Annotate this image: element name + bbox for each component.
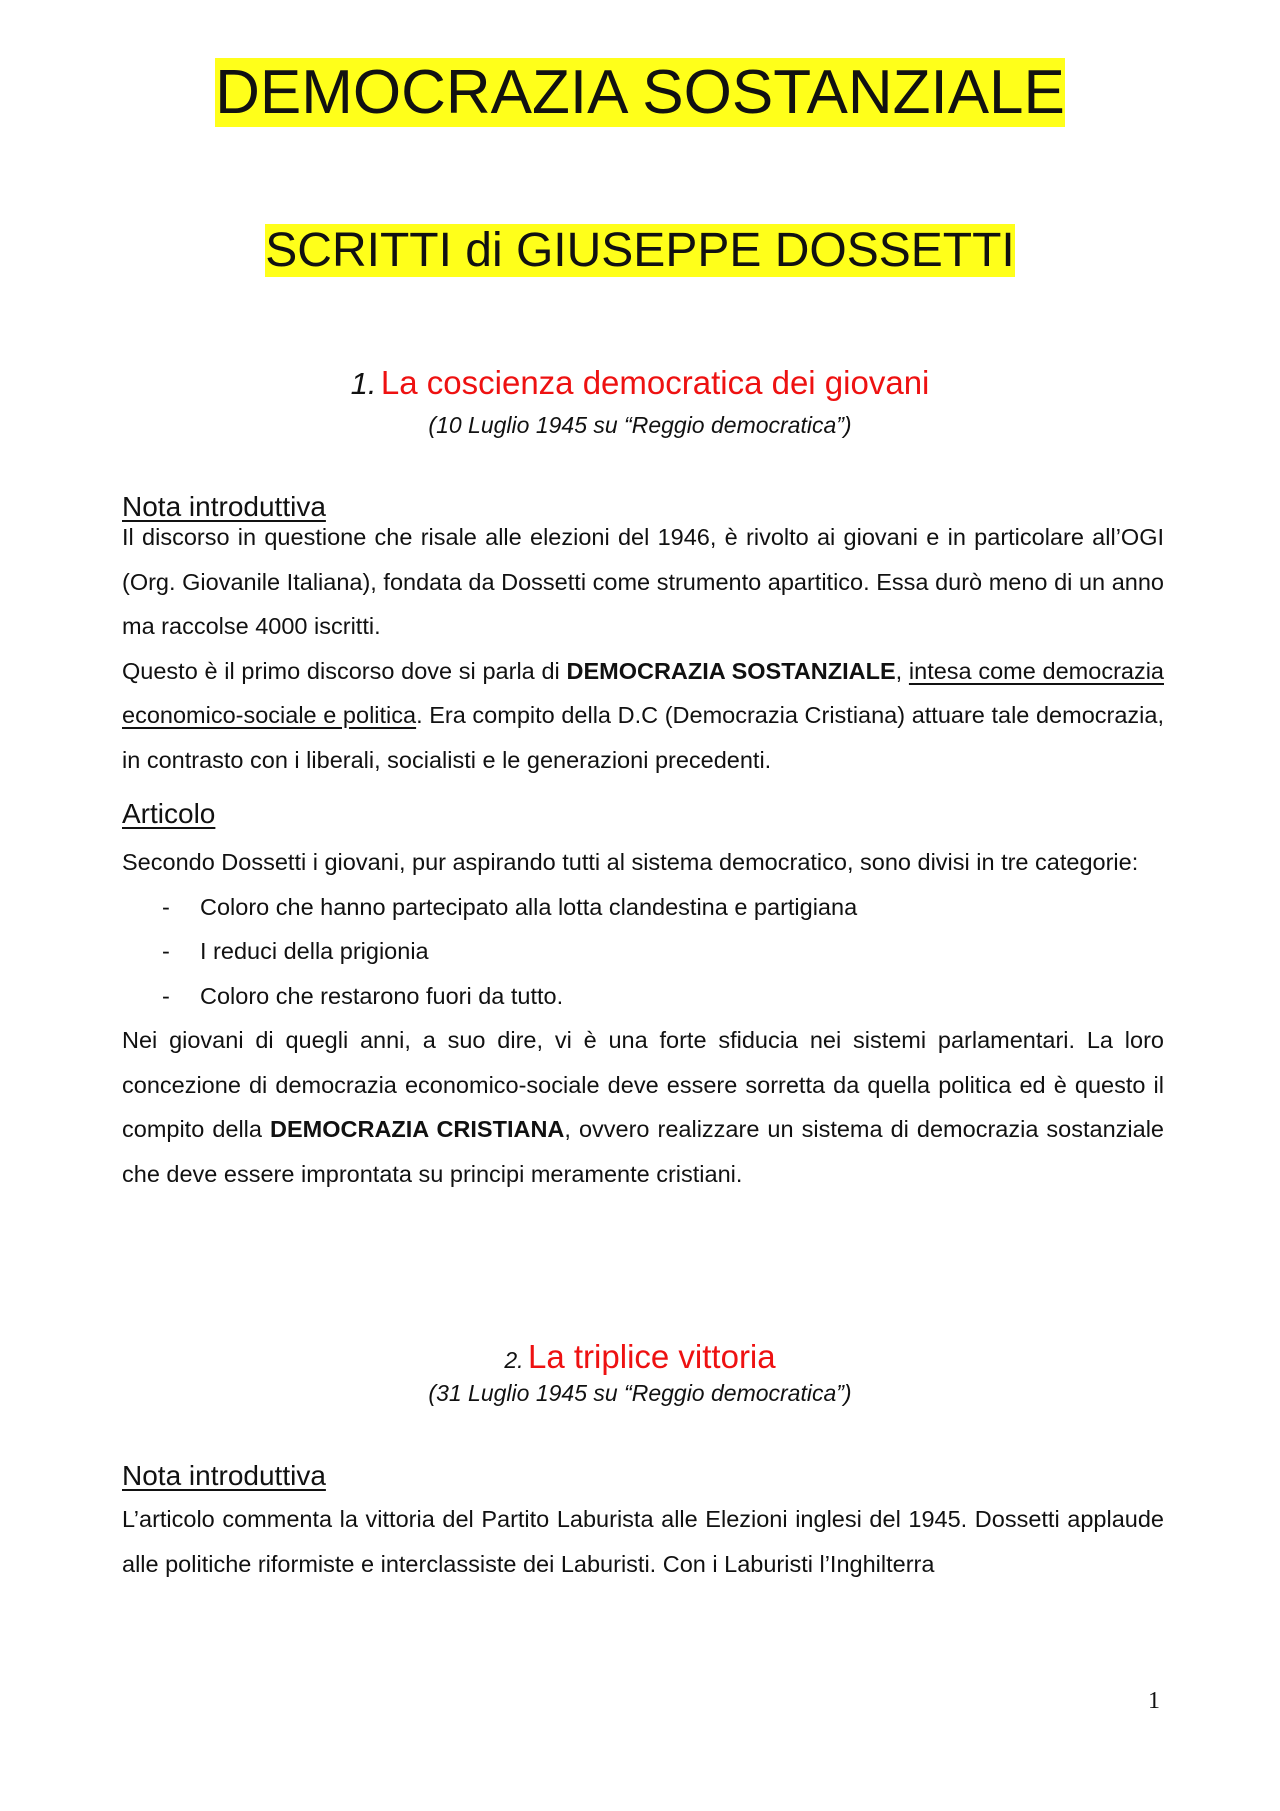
document-subtitle: SCRITTI di GIUSEPPE DOSSETTI [265,224,1015,277]
section1-articolo-body [122,840,1164,1196]
section1-source: (10 Luglio 1945 su “Reggio democratica”) [428,412,852,438]
section1-nota-heading: Nota introduttiva [122,491,326,522]
section2-number: 2. [504,1347,524,1373]
section1-articolo-paragraph-1: Secondo Dossetti i giovani, pur aspirando tutti al sistema democratico, sono divisi in tre categorie: [122,849,1139,875]
section1-nota-body [122,515,1164,782]
section2-nota-body [122,1497,1164,1586]
section1-title: La coscienza democratica dei giovani [380,364,930,401]
list-item: - Coloro che hanno partecipato alla lotta clandestina e partigiana [122,885,1164,930]
section2-nota-paragraph-1: L’articolo commenta la vittoria del Partito Laburista alle Elezioni inglesi del 1945. Dossetti applaude alle politiche riformiste e interclassiste dei Laburisti. Con i Laburisti l’Inghilterra [122,1506,1164,1577]
list-item: - Coloro che restarono fuori da tutto. [122,974,1164,1019]
section1-nota-paragraph-1: Il discorso in questione che risale alle elezioni del 1946, è rivolto ai giovani e in particolare all’OGI (Org. Giovanile Italiana), fondata da Dossetti come strumento apartitico. Essa durò meno di un anno ma raccolse 4000 iscritti. [122,524,1164,639]
section1-articolo-heading: Articolo [122,798,216,829]
page-number: 1 [1148,1688,1160,1714]
section1-articolo-paragraph-2: Nei giovani di quegli anni, a suo dire, vi è una forte sfiducia nei sistemi parlamentari. La loro concezione di democrazia economico-sociale deve essere sorretta da quella politica ed è questo il compito della DEMOCRAZIA CRISTIANA, ovvero realizzare un sistema di democrazia sostanziale che deve essere improntata su principi meramente cristiani. [122,1027,1164,1187]
section2-heading [0,1338,1280,1376]
section2-source: (31 Luglio 1945 su “Reggio democratica”) [428,1380,852,1406]
section2-nota-heading: Nota introduttiva [122,1460,326,1491]
document-title: DEMOCRAZIA SOSTANZIALE [215,58,1065,127]
section2-title: La triplice vittoria [528,1338,776,1375]
list-item: - I reduci della prigionia [122,929,1164,974]
section1-number: 1. [350,366,377,401]
section1-category-list [122,885,1164,1019]
section1-heading [0,364,1280,402]
section1-nota-paragraph-2: Questo è il primo discorso dove si parla di DEMOCRAZIA SOSTANZIALE, intesa come democrazia economico-sociale e politica. Era compito della D.C (Democrazia Cristiana) attuare tale democrazia, in contrasto con i liberali, socialisti e le generazioni precedenti. [122,657,1164,773]
